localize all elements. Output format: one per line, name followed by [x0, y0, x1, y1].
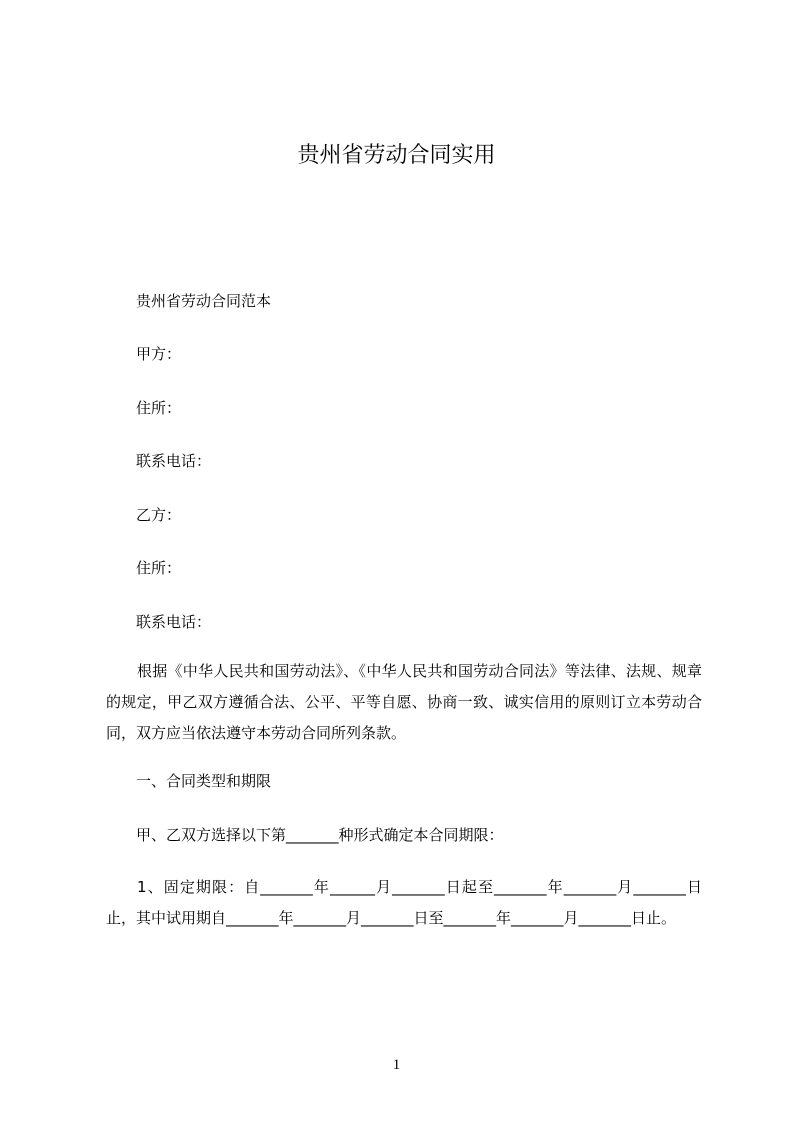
clause-1-fixed-term: 1、固定期限：自_______年______月_______日起至_______年_______月_______日止，其中试用期自_______年_______月_______日至_______年_______月_______日止。: [106, 878, 702, 927]
page-number: 1: [392, 1057, 401, 1073]
party-b-label: 乙方：: [136, 506, 182, 524]
party-b-phone-label: 联系电话：: [136, 613, 212, 631]
section-1-intro: 甲、乙双方选择以下第_______种形式确定本合同期限：: [136, 826, 504, 844]
document-title: 贵州省劳动合同实用: [297, 143, 496, 168]
party-a-phone-label: 联系电话：: [136, 452, 212, 470]
section-1-heading: 一、合同类型和期限: [136, 772, 272, 790]
party-a-label: 甲方：: [136, 345, 182, 363]
party-b-address-label: 住所：: [136, 559, 182, 577]
party-a-address-label: 住所：: [136, 399, 182, 417]
preamble-paragraph: 根据《中华人民共和国劳动法》、《中华人民共和国劳动合同法》等法律、法规、规章的规定，甲乙双方遵循合法、公平、平等自愿、协商一致、诚实信用的原则订立本劳动合同，双方应当依法遵守本劳动合同所列条款。: [106, 662, 702, 742]
contract-template-heading: 贵州省劳动合同范本: [136, 292, 272, 310]
